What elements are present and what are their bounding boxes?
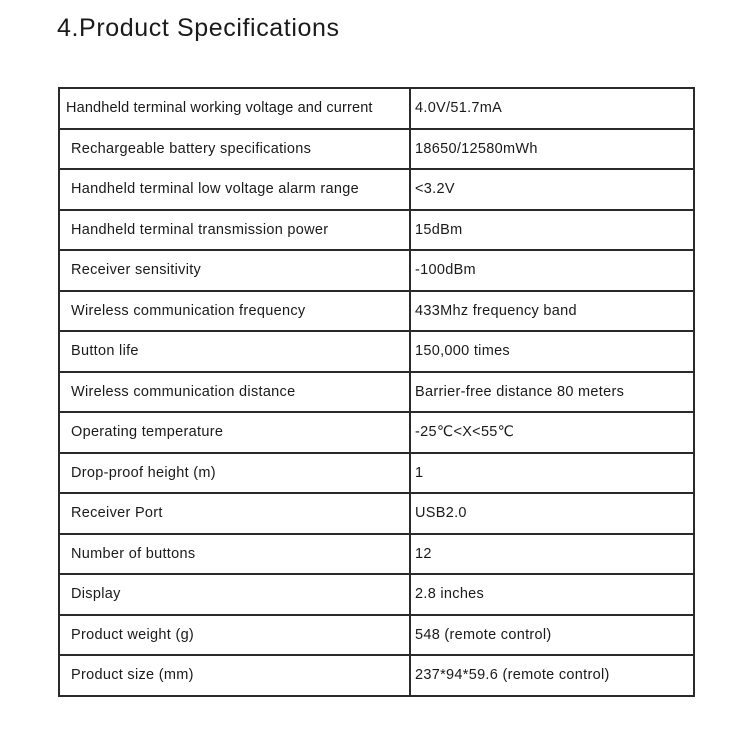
spec-label: Handheld terminal working voltage and current [59,88,410,129]
table-row [59,372,694,413]
spec-label: Wireless communication frequency [59,291,410,332]
table-row [59,493,694,534]
spec-label: Rechargeable battery specifications [59,129,410,170]
table-row [59,169,694,210]
spec-value: 15dBm [410,210,694,251]
table-row [59,129,694,170]
spec-label: Product size (mm) [59,655,410,696]
spec-label: Operating temperature [59,412,410,453]
spec-value: -25℃<X<55℃ [410,412,694,453]
spec-label: Button life [59,331,410,372]
spec-label: Handheld terminal transmission power [59,210,410,251]
spec-value: 18650/12580mWh [410,129,694,170]
spec-value: 433Mhz frequency band [410,291,694,332]
table-row [59,250,694,291]
table-row [59,655,694,696]
spec-label: Display [59,574,410,615]
spec-value: 237*94*59.6 (remote control) [410,655,694,696]
spec-value: 12 [410,534,694,575]
spec-table [58,87,695,697]
table-row [59,534,694,575]
table-row [59,88,694,129]
spec-label: Receiver sensitivity [59,250,410,291]
spec-value: Barrier-free distance 80 meters [410,372,694,413]
spec-label: Handheld terminal low voltage alarm range [59,169,410,210]
spec-label: Number of buttons [59,534,410,575]
page-title: 4.Product Specifications [57,14,340,42]
table-row [59,210,694,251]
spec-label: Receiver Port [59,493,410,534]
spec-label: Product weight (g) [59,615,410,656]
spec-value: 2.8 inches [410,574,694,615]
table-row [59,412,694,453]
spec-value: <3.2V [410,169,694,210]
spec-value: 548 (remote control) [410,615,694,656]
spec-label: Wireless communication distance [59,372,410,413]
spec-value: 1 [410,453,694,494]
table-row [59,291,694,332]
spec-value: 4.0V/51.7mA [410,88,694,129]
table-row [59,453,694,494]
spec-label: Drop-proof height (m) [59,453,410,494]
table-row [59,331,694,372]
spec-value: 150,000 times [410,331,694,372]
table-row [59,615,694,656]
table-row [59,574,694,615]
spec-value: -100dBm [410,250,694,291]
spec-value: USB2.0 [410,493,694,534]
